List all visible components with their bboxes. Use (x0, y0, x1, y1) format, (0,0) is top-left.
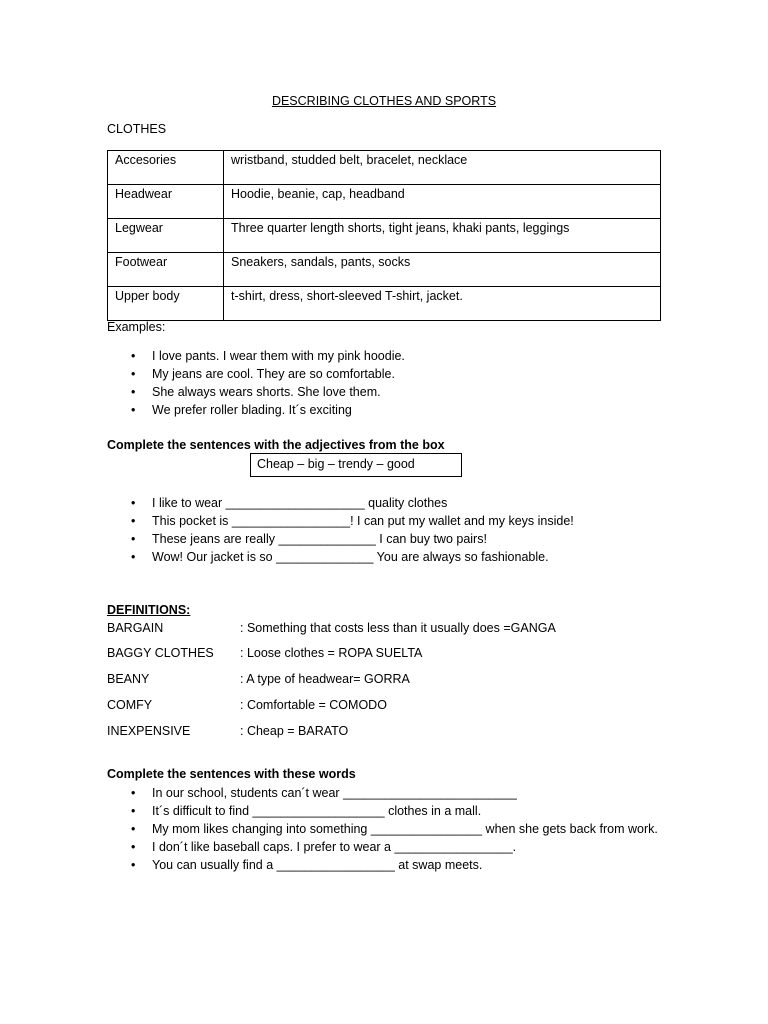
definition-term: COMFY (107, 698, 153, 712)
category-cell: Accesories (108, 151, 224, 185)
list-item: • I love pants. I wear them with my pink hoodie. (131, 349, 405, 363)
bullet-icon: • (131, 822, 136, 836)
bullet-icon: • (131, 804, 136, 818)
category-cell: Upper body (108, 287, 224, 321)
bullet-icon: • (131, 550, 136, 564)
items-cell: Sneakers, sandals, pants, socks (224, 253, 661, 287)
list-item: • She always wears shorts. She love them. (131, 385, 381, 399)
bullet-icon: • (131, 532, 136, 546)
definition-meaning: : A type of headwear= GORRA (240, 672, 410, 686)
examples-list (107, 347, 405, 419)
bullet-icon: • (131, 858, 136, 872)
table-row (108, 219, 661, 253)
list-item: • It´s difficult to find ___________________ clothes in a mall. (131, 804, 482, 818)
list-item: • We prefer roller blading. It´s exciting (131, 403, 352, 417)
table-row (108, 185, 661, 219)
list-item: • You can usually find a _________________ at swap meets. (131, 858, 483, 872)
category-cell: Headwear (108, 185, 224, 219)
items-cell: wristband, studded belt, bracelet, necklace (224, 151, 661, 185)
list-item: • I don´t like baseball caps. I prefer to wear a _________________. (131, 840, 517, 854)
words-heading: Complete the sentences with these words (107, 767, 356, 781)
bullet-icon: • (131, 403, 136, 417)
bullet-icon: • (131, 786, 136, 800)
clothes-table (107, 150, 661, 321)
list-item: • I like to wear ____________________ quality clothes (131, 496, 448, 510)
list-item: • My jeans are cool. They are so comfortable. (131, 367, 395, 381)
definition-meaning: : Comfortable = COMODO (240, 698, 387, 712)
bullet-icon: • (131, 367, 136, 381)
items-cell: Hoodie, beanie, cap, headband (224, 185, 661, 219)
items-cell: t-shirt, dress, short-sleeved T-shirt, jacket. (224, 287, 661, 321)
bullet-icon: • (131, 349, 136, 363)
table-row (108, 253, 661, 287)
bullet-icon: • (131, 514, 136, 528)
definitions-heading: DEFINITIONS: (107, 603, 191, 617)
definition-meaning: : Loose clothes = ROPA SUELTA (240, 646, 423, 660)
definition-meaning: : Cheap = BARATO (240, 724, 349, 738)
examples-heading: Examples: (107, 320, 166, 334)
list-item: • This pocket is _________________! I can put my wallet and my keys inside! (131, 514, 574, 528)
adjective-sentences-list (107, 494, 574, 566)
items-cell: Three quarter length shorts, tight jeans, khaki pants, leggings (224, 219, 661, 253)
list-item: • My mom likes changing into something ________________ when she gets back from work. (131, 822, 658, 836)
clothes-heading: CLOTHES (107, 122, 167, 136)
bullet-icon: • (131, 385, 136, 399)
word-sentences-list (107, 784, 667, 874)
bullet-icon: • (131, 496, 136, 510)
page-title: DESCRIBING CLOTHES AND SPORTS (271, 94, 497, 108)
list-item: • Wow! Our jacket is so ______________ You are always so fashionable. (131, 550, 549, 564)
category-cell: Footwear (108, 253, 224, 287)
definition-term: INEXPENSIVE (107, 724, 191, 738)
list-item: • These jeans are really ______________ I can buy two pairs! (131, 532, 487, 546)
list-item: • In our school, students can´t wear _________________________ (131, 786, 517, 800)
category-cell: Legwear (108, 219, 224, 253)
adjectives-heading: Complete the sentences with the adjectives from the box (107, 438, 445, 452)
definition-term: BAGGY CLOTHES (107, 646, 214, 660)
table-row (108, 287, 661, 321)
definition-meaning: : Something that costs less than it usually does =GANGA (240, 621, 556, 635)
bullet-icon: • (131, 840, 136, 854)
definition-term: BARGAIN (107, 621, 164, 635)
adjectives-box: Cheap – big – trendy – good (250, 453, 462, 477)
definition-term: BEANY (107, 672, 150, 686)
table-row (108, 151, 661, 185)
